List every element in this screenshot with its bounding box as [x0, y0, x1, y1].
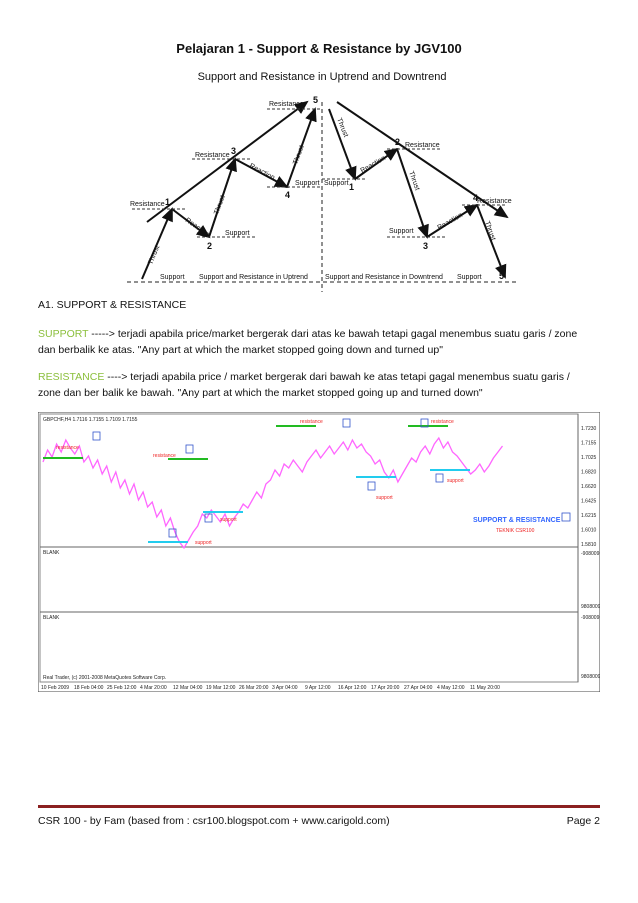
support-paragraph — [38, 326, 600, 358]
reaction-2: Reaction — [248, 162, 276, 182]
support-keyword: SUPPORT — [38, 328, 89, 340]
copyright: Real Trader, (c) 2001-2008 MetaQuotes Software Corp. — [43, 675, 167, 681]
resistance-keyword: RESISTANCE — [38, 371, 105, 383]
thrust-6: Thrust — [483, 220, 497, 242]
date-tick-label: 11 May 20:00 — [470, 685, 500, 691]
resistance-label-2: resistance — [153, 453, 176, 459]
symbol-line: GBPCHF,H4 1.7116 1.7155 1.7109 1.7155 — [43, 417, 138, 423]
label-res-3: Resistance — [195, 152, 230, 159]
panel1-label: BLANK — [43, 550, 60, 556]
reaction-4: Reaction — [436, 211, 464, 232]
label-sup-bottom-left: Support — [160, 274, 185, 281]
price-tick-label: 1.6820 — [581, 469, 597, 476]
date-tick-label: 12 Mar 04:00 — [173, 685, 203, 691]
price-tick-label: 1.6620 — [581, 484, 597, 490]
panel2-label: BLANK — [43, 615, 60, 621]
label-sup-4: Support — [295, 180, 320, 187]
label-sup-2: Support — [225, 230, 250, 237]
support-label-3: support — [376, 495, 393, 501]
date-tick-label: 19 Mar 12:00 — [206, 685, 236, 691]
support-line1: -----> terjadi apabila price/market bergerak dari atas ke bawah tetapi gagal menembus suatu garis / zone — [88, 328, 578, 340]
label-downtrend: Support and Resistance in Downtrend — [325, 274, 443, 281]
price-tick-label: 1.7155 — [581, 440, 597, 447]
date-tick-label: 4 Mar 20:00 — [140, 685, 167, 691]
label-sup-bottom-right: Support — [457, 274, 482, 281]
diagram-title: Support and Resistance in Uptrend and Downtrend — [197, 71, 447, 83]
panel-tick-label: 9808009 — [581, 674, 600, 680]
num-d2: 2 — [395, 137, 401, 147]
date-tick-label: 27 Apr 04:00 — [404, 685, 433, 691]
footer-divider — [38, 805, 600, 808]
num-d1: 1 — [349, 182, 355, 192]
date-tick-label: 18 Feb 04:00 — [74, 685, 104, 691]
num-5: 5 — [313, 95, 319, 105]
num-d3: 3 — [423, 241, 429, 251]
price-tick-label: 1.6425 — [581, 498, 597, 505]
panel-tick-label: -908009 — [581, 551, 600, 557]
resistance-paragraph — [38, 369, 600, 401]
price-tick-label: 1.6010 — [581, 527, 597, 534]
num-1: 1 — [165, 197, 171, 207]
resistance-label-4: resistance — [431, 419, 454, 425]
footer-left: CSR 100 - by Fam (based from : csr100.blogspot.com + www.carigold.com) — [38, 815, 390, 827]
thrust-4: Thrust — [335, 117, 350, 139]
reaction-3: Reaction — [359, 154, 387, 175]
num-3: 3 — [231, 146, 237, 156]
reaction-1: Reaction — [183, 216, 211, 239]
date-tick-label: 3 Apr 04:00 — [272, 685, 298, 691]
date-tick-label: 16 Apr 12:00 — [338, 685, 367, 691]
watermark-title: SUPPORT & RESISTANCE — [473, 517, 561, 524]
support-label-2: support — [220, 517, 237, 523]
panel-tick-label: -908009 — [581, 615, 600, 621]
date-tick-label: 9 Apr 12:00 — [305, 685, 331, 691]
trading-chart — [38, 412, 600, 692]
label-uptrend: Support and Resistance in Uptrend — [199, 274, 308, 281]
resistance-line2: zone dan ber balik ke bawah. "Any part at which the market stopped going up and turned down" — [38, 387, 483, 399]
price-tick-label: 1.5810 — [581, 542, 597, 548]
label-res-1: Resistance — [130, 201, 165, 208]
price-tick-label: 1.6215 — [581, 513, 597, 519]
support-label-4: support — [447, 478, 464, 484]
panel-tick-label: 9808009 — [581, 604, 600, 610]
page-title: Pelajaran 1 - Support & Resistance by JGV100 — [176, 41, 462, 56]
thrust-1: Thrust — [147, 244, 162, 266]
resistance-label-1: resistance — [56, 445, 79, 451]
uptrend-downtrend-diagram — [127, 67, 517, 292]
price-tick-label: 1.7025 — [581, 455, 597, 461]
thrust-5: Thrust — [407, 170, 421, 192]
label-res-d4: Resistance — [477, 198, 512, 205]
watermark-sub: TEKNIK CSR100 — [496, 528, 535, 534]
num-4: 4 — [285, 190, 291, 200]
date-tick-label: 4 May 12:00 — [437, 685, 465, 691]
label-res-5: Resistance — [269, 101, 304, 108]
resistance-line1: ----> terjadi apabila price / market bergerak dari bawah ke atas tetapi gagal menembus suatu garis / — [104, 371, 570, 383]
thrust-3: Thrust — [292, 144, 306, 166]
thrust-2: Thrust — [213, 194, 227, 216]
num-2: 2 — [207, 241, 213, 251]
date-tick-label: 26 Mar 20:00 — [239, 685, 269, 691]
num-d4: 4 — [473, 193, 479, 203]
resistance-label-3: resistance — [300, 419, 323, 425]
footer-page-number: Page 2 — [566, 815, 600, 827]
label-sup-d1: Support — [324, 180, 349, 187]
price-tick-label: 1.7230 — [581, 426, 597, 432]
support-label-1: support — [195, 540, 212, 546]
date-tick-label: 17 Apr 20:00 — [371, 685, 400, 691]
label-res-d2: Resistance — [405, 142, 440, 149]
num-d5: 5 — [499, 271, 505, 281]
support-line2: dan berbalik ke atas. "Any part at which the market stopped going down and turned up" — [38, 344, 443, 356]
section-heading: A1. SUPPORT & RESISTANCE — [38, 299, 187, 311]
date-tick-label: 25 Feb 12:00 — [107, 685, 137, 691]
label-sup-d3: Support — [389, 228, 414, 235]
date-tick-label: 10 Feb 2009 — [41, 685, 70, 691]
